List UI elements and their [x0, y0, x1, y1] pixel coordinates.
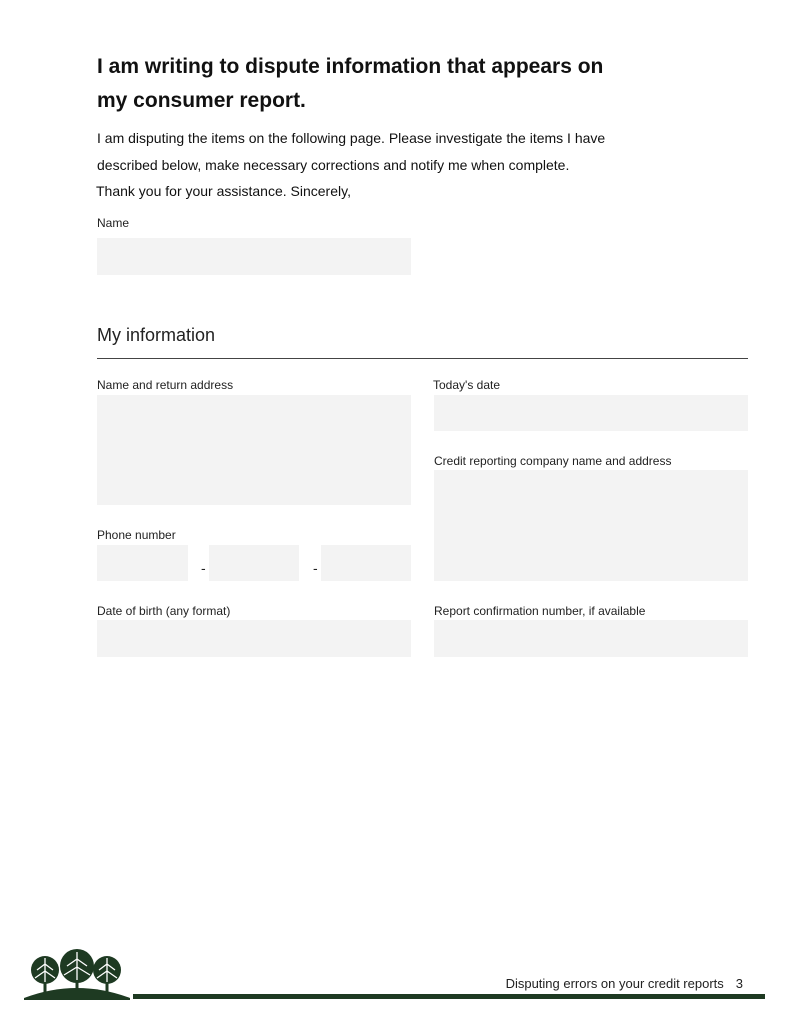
report-number-field[interactable]: [434, 620, 748, 657]
name-label: Name: [97, 216, 130, 230]
phone-separator: -: [201, 560, 206, 576]
heading-line-1: I am writing to dispute information that appears on: [97, 55, 604, 78]
body-line-2: described below, make necessary corrections and notify me when complete.: [97, 156, 570, 173]
phone-number-label: Phone number: [97, 528, 176, 542]
heading-line-2: my consumer report.: [97, 89, 306, 112]
phone-line-field[interactable]: [321, 545, 411, 581]
phone-prefix-field[interactable]: [209, 545, 299, 581]
name-address-label: Name and return address: [97, 378, 234, 392]
todays-date-field[interactable]: [434, 395, 748, 431]
body-line-1: I am disputing the items on the following page. Please investigate the items I have: [97, 130, 606, 146]
report-number-label: Report confirmation number, if available: [434, 604, 646, 618]
phone-area-code-field[interactable]: [97, 545, 188, 581]
footer-title: Disputing errors on your credit reports: [505, 976, 724, 991]
credit-company-field[interactable]: [434, 470, 748, 581]
todays-date-label: Today's date: [433, 378, 501, 392]
page-number: 3: [735, 976, 743, 991]
letter-body: [97, 125, 697, 205]
letter-heading: [97, 50, 657, 118]
date-of-birth-field[interactable]: [97, 620, 411, 657]
trees-logo-icon: [22, 948, 132, 1005]
footer-rule: [133, 994, 765, 999]
credit-company-label: Credit reporting company name and address: [434, 454, 672, 468]
footer: [506, 976, 743, 991]
section-title-my-information: My information: [97, 325, 216, 345]
name-field[interactable]: [97, 238, 411, 275]
phone-separator: -: [313, 560, 318, 576]
name-address-field[interactable]: [97, 395, 411, 505]
section-divider: [97, 358, 748, 359]
date-of-birth-label: Date of birth (any format): [97, 604, 231, 618]
body-line-3: Thank you for your assistance. Sincerely,: [96, 183, 351, 199]
